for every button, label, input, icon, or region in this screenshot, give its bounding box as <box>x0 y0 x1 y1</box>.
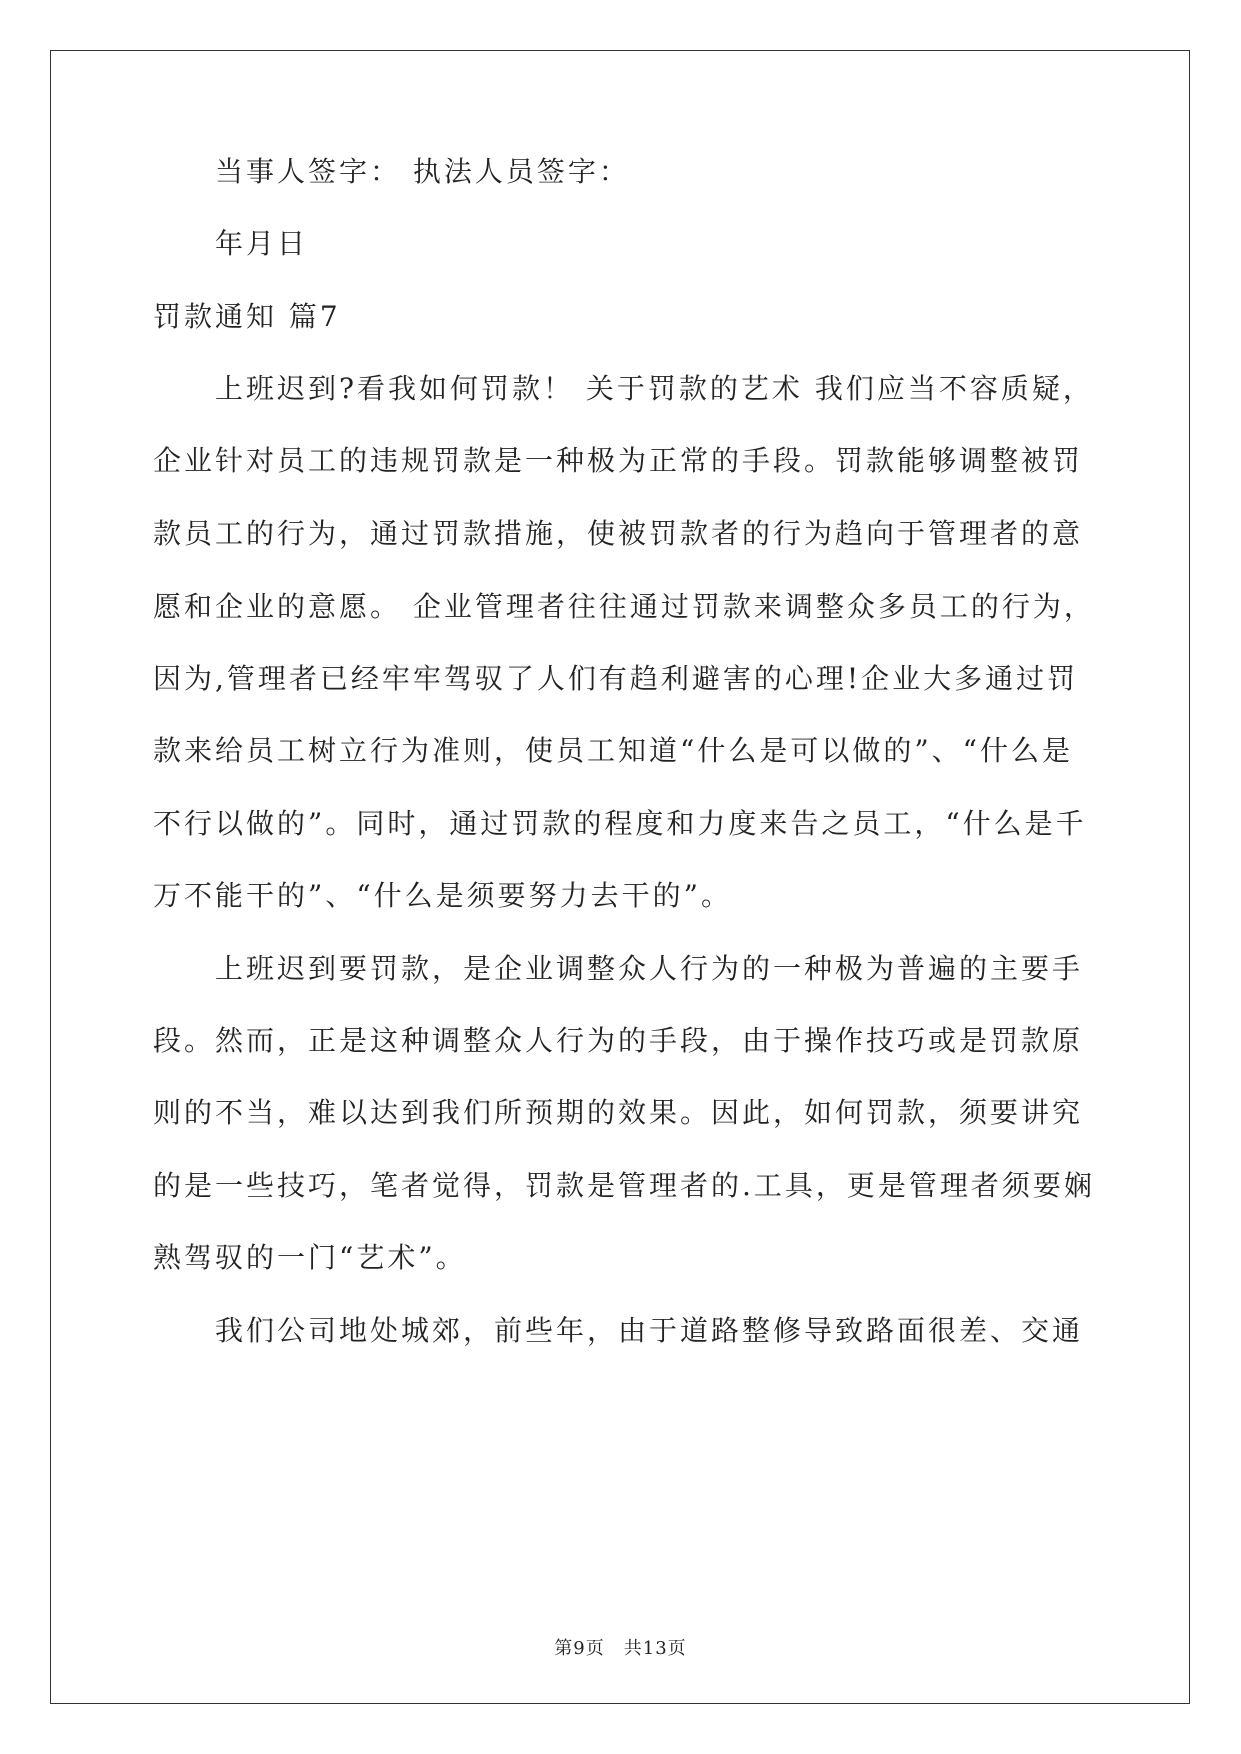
section-heading: 罚款通知 篇7 <box>153 300 341 333</box>
paragraph-line: 我们公司地处城郊，前些年，由于道路整修导致路面很差、交通 <box>215 1314 1084 1347</box>
paragraph-line: 愿和企业的意愿。 企业管理者往往通过罚款来调整众多员工的行为， <box>153 590 1095 623</box>
page-number-footer: 第9页 共13页 <box>554 1638 687 1659</box>
paragraph-line: 款来给员工树立行为准则，使员工知道“什么是可以做的”、“什么是 <box>153 734 1073 767</box>
paragraph-line: 上班迟到?看我如何罚款！ 关于罚款的艺术 我们应当不容质疑， <box>215 372 1094 405</box>
paragraph-line: 万不能干的”、“什么是须要努力去干的”。 <box>153 879 732 912</box>
date-line: 年月日 <box>215 227 309 260</box>
paragraph-line: 段。然而，正是这种调整众人行为的手段，由于操作技巧或是罚款原 <box>153 1024 1084 1057</box>
signature-line: 当事人签字： 执法人员签字： <box>215 155 630 188</box>
paragraph-line: 企业针对员工的违规罚款是一种极为正常的手段。罚款能够调整被罚 <box>153 444 1084 477</box>
paragraph-line: 因为,管理者已经牢牢驾驭了人们有趋利避害的心理!企业大多通过罚 <box>153 662 1079 695</box>
paragraph-line: 则的不当，难以达到我们所预期的效果。因此，如何罚款，须要讲究 <box>153 1096 1084 1129</box>
paragraph-line: 款员工的行为，通过罚款措施，使被罚款者的行为趋向于管理者的意 <box>153 517 1084 550</box>
paragraph-line: 的是一些技巧，笔者觉得，罚款是管理者的.工具，更是管理者须要娴 <box>153 1169 1095 1202</box>
paragraph-line: 上班迟到要罚款，是企业调整众人行为的一种极为普遍的主要手 <box>215 952 1084 985</box>
paragraph-line: 熟驾驭的一门“艺术”。 <box>153 1241 467 1274</box>
paragraph-line: 不行以做的”。同时，通过罚款的程度和力度来告之员工，“什么是千 <box>153 807 1087 840</box>
